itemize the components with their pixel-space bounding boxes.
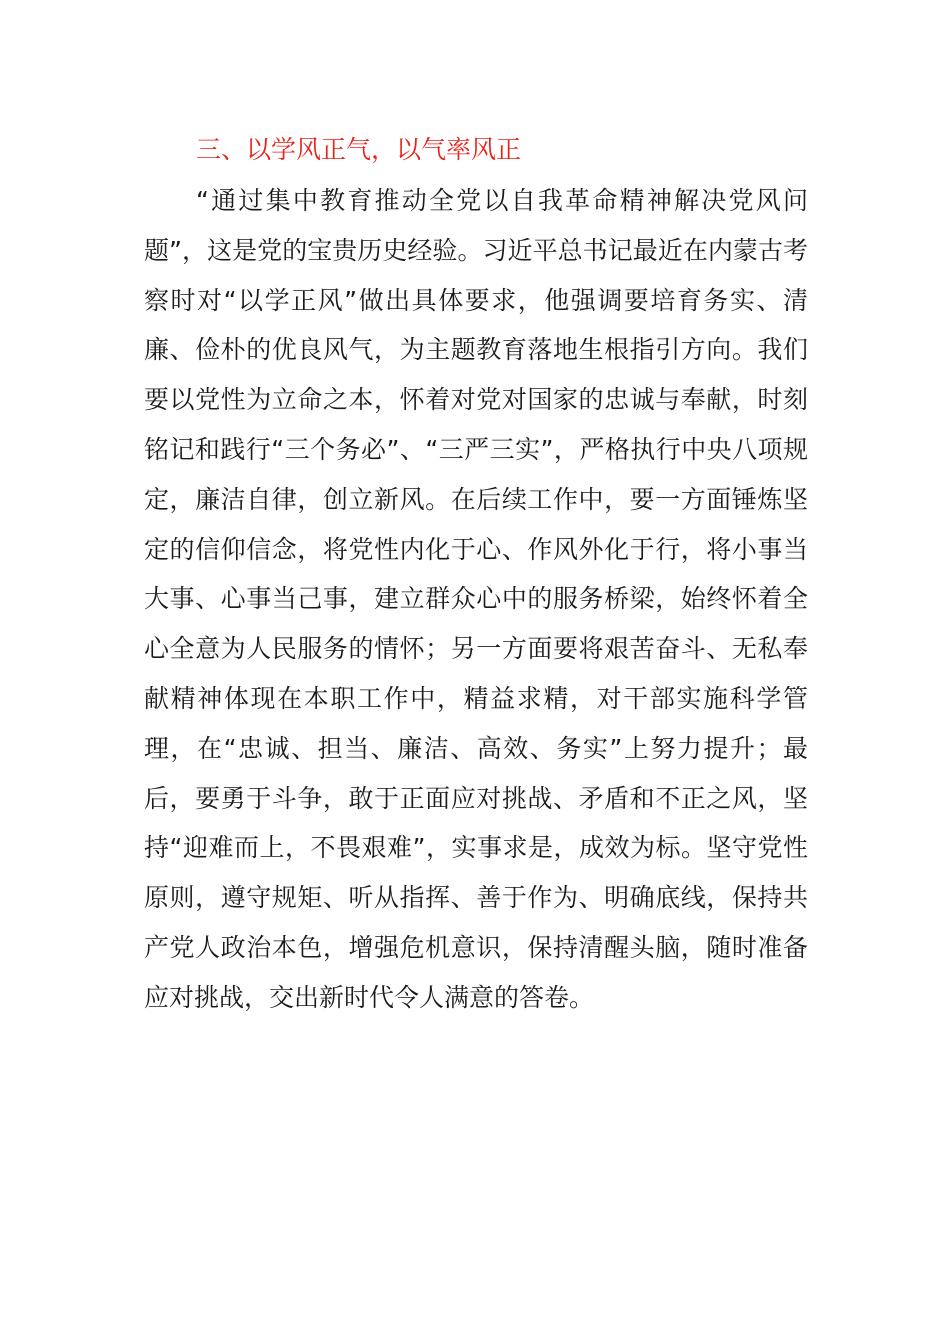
- body-paragraph: “通过集中教育推动全党以自我革命精神解决党风问题”，这是党的宝贵历史经验。习近平总书记最近在内蒙古考察时对“以学正风”做出具体要求，他强调要培育务实、清廉、俭朴的优良风气，为主题教育落地生根指引方向。我们要以党性为立命之本，怀着对党对国家的忠诚与奉献，时刻铭记和践行“三个务必”、“三严三实”，严格执行中央八项规定，廉洁自律，创立新风。在后续工作中，要一方面锤炼坚定的信仰信念，将党性内化于心、作风外化于行，将小事当大事、心事当己事，建立群众心中的服务桥梁，始终怀着全心全意为人民服务的情怀；另一方面要将艰苦奋斗、无私奉献精神体现在本职工作中，精益求精，对干部实施科学管理，在“忠诚、担当、廉洁、高效、务实”上努力提升；最后，要勇于斗争，敢于正面应对挑战、矛盾和不正之风，坚持“迎难而上，不畏艰难”，实事求是，成效为标。坚守党性原则，遵守规矩、听从指挥、善于作为、明确底线，保持共产党人政治本色，增强危机意识，保持清醒头脑，随时准备应对挑战，交出新时代令人满意的答卷。: [144, 186, 808, 1012]
- section-heading: 三、以学风正气，以气率风正: [196, 135, 522, 164]
